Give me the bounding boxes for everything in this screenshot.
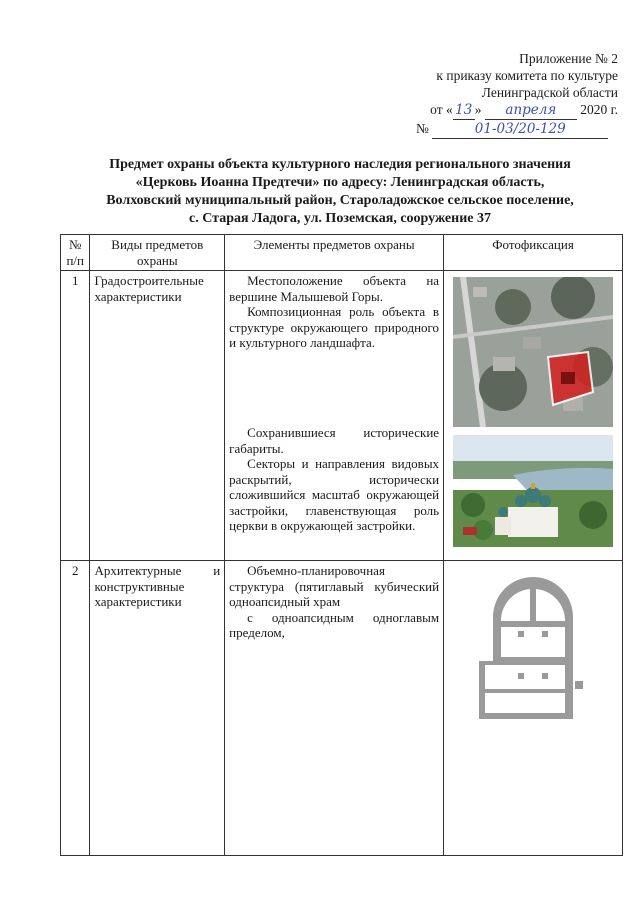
landscape-photo-image: [453, 435, 613, 547]
appendix-number: Приложение № 2: [519, 51, 618, 66]
element-text: Местоположение объекта на вершине Малышевой Горы.: [229, 273, 440, 304]
row-elements: [225, 561, 444, 856]
floor-plan-image: [471, 569, 595, 719]
column-header-elements: Элементы предметов охраны: [225, 235, 444, 271]
row-type: Градостроительные характеристики: [90, 271, 225, 561]
appendix-committee: Ленинградской области: [481, 85, 618, 100]
row-type: Архитектурные и конструктивные характеристики: [90, 561, 225, 856]
date-month-handwritten: апреля: [485, 102, 577, 120]
appendix-order-number: № 01-03/20-129: [388, 120, 618, 139]
appendix-header: [388, 50, 618, 139]
element-text: Объемно-планировочная структура (пятиглавый кубический одноапсидный храм: [229, 563, 440, 609]
row-number: 2: [61, 561, 90, 856]
element-text: Сохранившиеся исторические габариты.: [229, 425, 440, 456]
column-header-number: № п/п: [61, 235, 90, 271]
column-header-type: Виды предметов охраны: [90, 235, 225, 271]
table-header-row: [61, 235, 623, 271]
aerial-photo-image: [453, 277, 613, 427]
column-header-photo: Фотофиксация: [444, 235, 623, 271]
appendix-date: от « 13 » апреля 2020 г.: [430, 102, 618, 118]
document-title: Предмет охраны объекта культурного наследия регионального значения «Церковь Иоанна Предтечи» по адресу: Ленинградская область, Волховский муниципальный район, Староладожское сельское поселение, с. Старая Ладога, ул. Поземская, сооружение 37: [106, 157, 574, 226]
protection-subject-table: [60, 234, 623, 856]
row-elements: [225, 271, 444, 561]
table-row: [61, 271, 623, 561]
order-number-handwritten: 01-03/20-129: [432, 121, 608, 139]
element-text: Секторы и направления видовых раскрытий, исторически сложившийся масштаб окружающей застройки, главенствующая роль церкви в окружающей застройки.: [229, 456, 440, 533]
appendix-order-ref: к приказу комитета по культуре: [436, 68, 618, 83]
row-photos: [444, 561, 623, 856]
row-number: 1: [61, 271, 90, 561]
element-text: Композиционная роль объекта в структуре окружающего природного и культурного ландшафта.: [229, 304, 440, 350]
date-day-handwritten: 13: [453, 102, 475, 120]
element-text: с одноапсидным одноглавым пределом,: [229, 609, 440, 640]
row-photos: [444, 271, 623, 561]
table-row: [61, 561, 623, 856]
